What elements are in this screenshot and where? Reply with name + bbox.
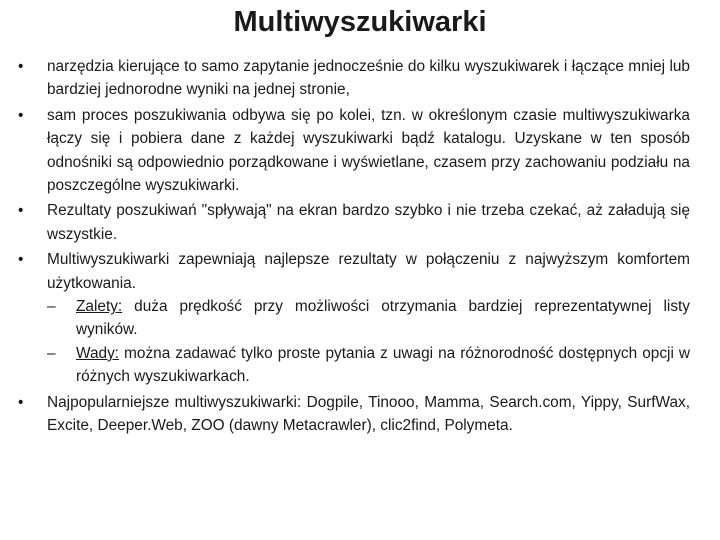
list-item — [18, 199, 690, 246]
bullet-text: narzędzia kierujące to samo zapytanie jednocześnie do kilku wyszukiwarek i łączące mniej lub bardziej jednorodne wyniki na jednej stronie, — [47, 58, 690, 99]
list-item — [18, 248, 690, 388]
slide-title: Multiwyszukiwarki — [233, 6, 487, 38]
sub-list-item — [47, 342, 690, 389]
bullet-marker: • — [18, 251, 24, 269]
cons-text: można zadawać tylko proste pytania z uwagi na różnorodność dostępnych opcji w różnych wyszukiwarkach. — [76, 344, 690, 386]
list-item — [18, 391, 690, 438]
bullet-text: sam proces poszukiwania odbywa się po kolei, tzn. w określonym czasie multiwyszukiwarka łączy się i pobiera dane z każdej wyszukiwarki bądź katalogu. Uzyskane w ten sposób odnośniki są odpowiednio porządkowane i wyświetlane, czasem przy zachowaniu podziału na poszczególne wyszukiwarki. — [47, 106, 690, 195]
bullet-list — [18, 55, 690, 438]
pros-text: duża prędkość przy możliwości otrzymania bardziej reprezentatywnej listy wyników. — [76, 298, 690, 339]
bullet-marker: • — [18, 58, 24, 75]
dash-marker: – — [47, 298, 56, 316]
bullet-text: Rezultaty poszukiwań "spływają" na ekran bardzo szybko i nie trzeba czekać, aż załadują się wszystkie. — [47, 202, 690, 243]
sub-bullet-text — [76, 295, 690, 342]
bullet-marker: • — [18, 393, 24, 411]
list-item — [18, 55, 690, 102]
bullet-text: Najpopularniejsze multiwyszukiwarki: Dogpile, Tinooo, Mamma, Search.com, Yippy, SurfWax, Excite, Deeper.Web, ZOO (dawny Metacrawler), clic2find, Polymeta. — [47, 393, 690, 435]
sub-bullet-text — [76, 342, 690, 389]
cons-label: Wady: — [76, 344, 120, 362]
bullet-marker: • — [18, 106, 24, 124]
pros-label: Zalety: — [76, 298, 123, 316]
list-item — [18, 104, 690, 198]
slide-body — [18, 55, 690, 440]
dash-marker: – — [47, 344, 56, 362]
bullet-marker: • — [18, 202, 24, 220]
bullet-text: Multiwyszukiwarki zapewniają najlepsze rezultaty w połączeniu z najwyższym komfortem użytkowania. — [47, 251, 690, 292]
sub-list-item — [47, 295, 690, 342]
sub-bullet-list — [47, 295, 690, 389]
